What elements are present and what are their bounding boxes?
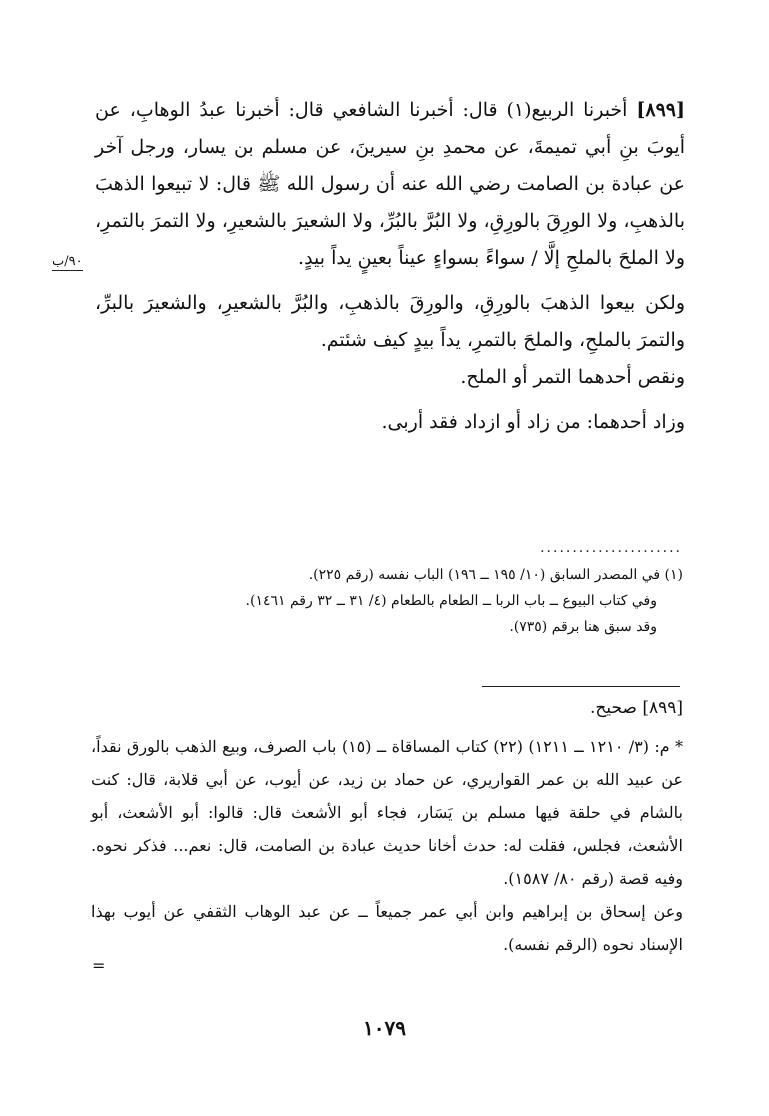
footnote-separator: ......................	[540, 540, 682, 556]
takhrij-notes	[91, 730, 683, 961]
continuation-mark: =	[92, 956, 106, 975]
grading-verdict: [٨٩٩] صحيح.	[590, 698, 683, 718]
manuscript-folio-marker: ٩٠/ب	[52, 254, 83, 269]
hadith-paragraph-1-text: أخبرنا الربيع(١) قال: أخبرنا الشافعي قال: أخبرنا عبدُ الوهابِ، عن أيوبَ بنِ أبي تميمةَ، عن محمدِ بنِ سيرينَ، عن مسلم بن يسار، ورجل آخر عن عبادة بن الصامت رضي الله عنه أن رسول الله ﷺ قال: لا تبيعوا الذهبَ بالذهبِ، ولا الورِقَ بالورِقِ، ولا البُرَّ بالبُرِّ، ولا الشعيرَ بالشعيرِ، ولا التمرَ بالتمرِ، ولا الملحَ بالملحِ إلَّا / سواءً بسواءٍ عيناً بعينٍ يداً بيدٍ.	[95, 99, 685, 269]
footnote-1-cont-b: وقد سبق هنا برقم (٧٣٥).	[509, 619, 657, 635]
hadith-text	[95, 92, 685, 441]
hadith-paragraph-2: ولكن بيعوا الذهبَ بالورِقِ، والورِقَ بالذهبِ، والبُرَّ بالشعيرِ، والشعيرَ بالبرِّ، والتمرَ بالملحِ، والملحَ بالتمرِ، يداً بيدٍ كيف شئتم.	[95, 292, 685, 351]
hadith-number: [٨٩٩]	[636, 99, 685, 121]
hadith-paragraph-1	[95, 92, 685, 277]
footnote-1-cont-a: وفي كتاب البيوع ــ باب الربا ــ الطعام بالطعام (٤/ ٣١ ــ ٣٢ رقم ١٤٦١).	[245, 593, 657, 609]
hadith-paragraph-3: ونقص أحدهما التمر أو الملح.	[460, 366, 685, 388]
footnotes	[93, 562, 683, 640]
takhrij-paragraph-2: وعن إسحاق بن إبراهيم وابن أبي عمر جميعاً ــ عن عبد الوهاب الثقفي عن أيوب بهذا الإسناد نحوه (الرقم نفسه).	[91, 902, 683, 954]
takhrij-divider	[482, 686, 680, 687]
hadith-paragraph-4: وزاد أحدهما: من زاد أو ازداد فقد أربى.	[381, 411, 685, 433]
page-number: ١٠٧٩	[363, 1016, 406, 1040]
takhrij-paragraph-1: * م: (٣/ ١٢١٠ ــ ١٢١١) (٢٢) كتاب المساقاة ــ (١٥) باب الصرف، وبيع الذهب بالورق نقداً، عن عبيد الله بن عمر القواريري، عن حماد بن زيد، عن أيوب، عن أبي قلابة، قال: كنت بالشام في حلقة فيها مسلم بن يَسَار، فجاء أبو الأشعث قال: قالوا: أبو الأشعث، أبو الأشعث، فجلس، فقلت له: حدث أخانا حديث عبادة بن الصامت، قال: نعم... فذكر نحوه. وفيه قصة (رقم ٨٠/ ١٥٨٧).	[91, 737, 684, 888]
footnote-1: (١) في المصدر السابق (١٠/ ١٩٥ ــ ١٩٦) الباب نفسه (رقم ٢٢٥).	[308, 567, 683, 583]
